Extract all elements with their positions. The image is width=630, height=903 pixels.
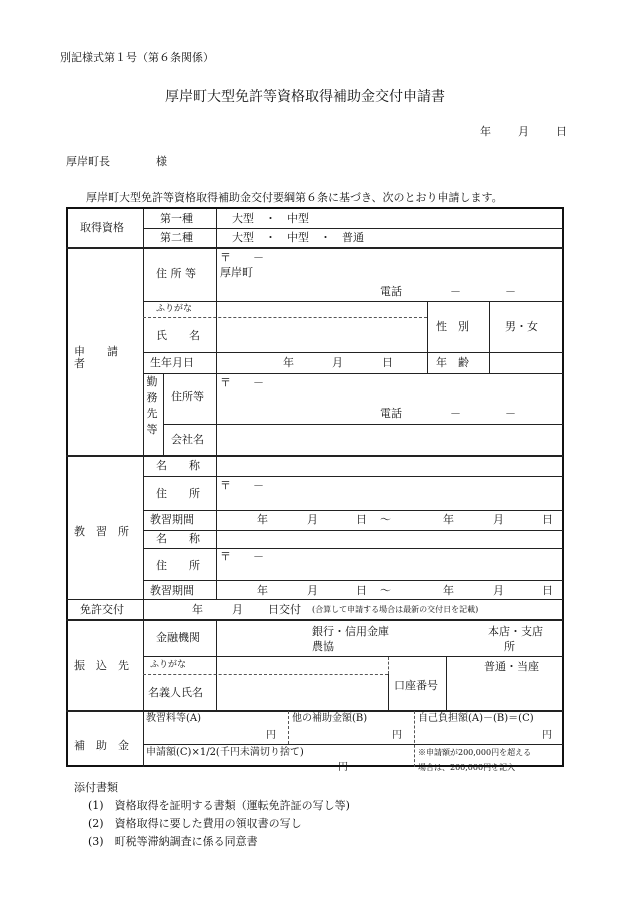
other-subsidy-unit[interactable]: 円	[392, 730, 402, 741]
school2-end-year[interactable]: 年	[443, 584, 454, 597]
work-label: 勤 務 先 等	[146, 375, 158, 436]
address-label: 住 所 等	[156, 267, 196, 280]
school1-address-label: 住 所	[156, 487, 200, 500]
apply-amount-unit[interactable]: 円	[338, 762, 348, 773]
school2-address-label: 住 所	[156, 559, 200, 572]
birth-day[interactable]: 日	[382, 356, 393, 369]
qualification-label: 取得資格	[80, 221, 124, 234]
account-number-label: 口座番号	[394, 679, 438, 692]
school1-start-year[interactable]: 年	[257, 513, 268, 526]
work-phone-label: 電話	[380, 407, 402, 420]
work-phone-field[interactable]: － －	[450, 407, 516, 420]
applicant-section-label: 申 請 者	[74, 345, 118, 370]
school2-name-label: 名 称	[156, 532, 200, 545]
birth-label: 生年月日	[150, 356, 194, 369]
apply-amount-label: 申請額(C)×1/2(千円未満切り捨て)	[146, 747, 304, 758]
self-burden-label: 自己負担額(A)－(B)＝(C)	[418, 713, 534, 724]
school1-period-label: 教習期間	[150, 513, 194, 526]
fee-label: 教習料等(A)	[146, 713, 202, 724]
bank-label: 金融機関	[156, 631, 200, 644]
branch-sho: 所	[504, 640, 515, 653]
cap-note-line2: 場合は、200,000円を記入	[418, 763, 516, 772]
date-day: 日	[556, 125, 567, 138]
form-number: 別記様式第１号（第６条関係）	[60, 51, 214, 64]
cap-note-line1: ※申請額が200,000円を超える	[418, 748, 532, 757]
license-year[interactable]: 年	[192, 603, 203, 616]
holder-label: 名義人氏名	[148, 686, 203, 699]
addressee: 厚岸町長	[66, 155, 110, 168]
type2-label: 第二種	[160, 231, 193, 244]
school1-end-month[interactable]: 月	[493, 513, 504, 526]
work-address-label: 住所等	[171, 390, 204, 403]
phone-label: 電話	[380, 285, 402, 298]
school2-tilde: ～	[380, 584, 391, 597]
account-type[interactable]: 普通・当座	[484, 660, 539, 673]
school1-end-year[interactable]: 年	[443, 513, 454, 526]
bank-nokyo[interactable]: 農協	[312, 640, 334, 653]
type1-label: 第一種	[160, 212, 193, 225]
birth-month[interactable]: 月	[332, 356, 343, 369]
school1-postal[interactable]: 〒 －	[220, 479, 264, 492]
town-name[interactable]: 厚岸町	[220, 266, 253, 279]
school2-start-day[interactable]: 日	[356, 584, 367, 597]
fee-unit[interactable]: 円	[266, 730, 276, 741]
work-postal[interactable]: 〒 －	[220, 376, 264, 389]
school2-start-year[interactable]: 年	[257, 584, 268, 597]
other-subsidy-label: 他の補助金額(B)	[292, 713, 368, 724]
school1-start-month[interactable]: 月	[307, 513, 318, 526]
honorific: 様	[156, 155, 167, 168]
school1-start-day[interactable]: 日	[356, 513, 367, 526]
school2-end-month[interactable]: 月	[493, 584, 504, 597]
attachment-item-3: (3) 町税等滞納調査に係る同意書	[88, 835, 258, 848]
date-year: 年	[480, 125, 491, 138]
name-label: 氏 名	[156, 329, 200, 342]
company-label: 会社名	[171, 433, 204, 446]
date-month: 月	[518, 125, 529, 138]
school2-postal[interactable]: 〒 －	[220, 550, 264, 563]
subsidy-section-label: 補 助 金	[74, 739, 129, 752]
school1-name-label: 名 称	[156, 459, 200, 472]
age-label: 年 齢	[436, 356, 469, 369]
school1-end-day[interactable]: 日	[542, 513, 553, 526]
attachment-item-1: (1) 資格取得を証明する書類（運転免許証の写し等)	[88, 799, 350, 812]
type2-options[interactable]: 大型 ・ 中型 ・ 普通	[232, 231, 364, 244]
gender-label: 性 別	[436, 320, 469, 333]
branch-types[interactable]: 本店・支店	[488, 625, 543, 638]
self-burden-unit[interactable]: 円	[542, 730, 552, 741]
school2-period-label: 教習期間	[150, 584, 194, 597]
school1-tilde: ～	[380, 513, 391, 526]
postal-mark[interactable]: 〒 －	[220, 251, 264, 264]
school2-end-day[interactable]: 日	[542, 584, 553, 597]
birth-year[interactable]: 年	[283, 356, 294, 369]
intro-text: 厚岸町大型免許等資格取得補助金交付要綱第６条に基づき、次のとおり申請します。	[86, 191, 503, 204]
license-label: 免許交付	[80, 603, 124, 616]
license-day[interactable]: 日交付	[268, 603, 301, 616]
license-month[interactable]: 月	[232, 603, 243, 616]
page-title: 厚岸町大型免許等資格取得補助金交付申請書	[165, 89, 445, 105]
school2-start-month[interactable]: 月	[307, 584, 318, 597]
furigana-label: ふりがな	[156, 304, 193, 314]
bank-types[interactable]: 銀行・信用金庫	[312, 625, 389, 638]
transfer-section-label: 振 込 先	[74, 659, 129, 672]
phone-field[interactable]: － －	[450, 285, 516, 298]
type1-options[interactable]: 大型 ・ 中型	[232, 212, 309, 225]
license-note: (合算して申請する場合は最新の交付日を記載)	[312, 605, 479, 614]
attachments-title: 添付書類	[74, 781, 118, 794]
attachment-item-2: (2) 資格取得に要した費用の領収書の写し	[88, 817, 302, 830]
transfer-furigana-label: ふりがな	[150, 660, 187, 670]
school-section-label: 教 習 所	[74, 525, 129, 538]
gender-options[interactable]: 男・女	[505, 320, 538, 333]
